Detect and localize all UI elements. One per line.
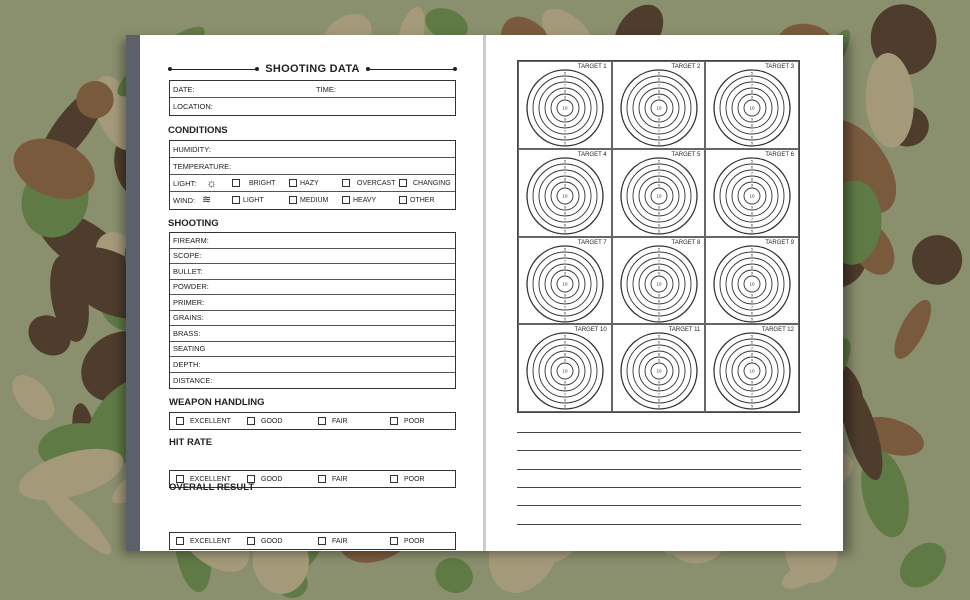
rating-option[interactable] <box>176 537 231 545</box>
ring-number: 8 <box>563 351 567 357</box>
field-label: FIREARM: <box>173 235 209 245</box>
temperature-row[interactable] <box>170 158 455 175</box>
ring-number: 8 <box>657 385 660 391</box>
field-label: DEPTH: <box>173 359 201 369</box>
rating-option[interactable] <box>390 417 425 425</box>
ring-number: 9 <box>563 270 567 275</box>
note-line[interactable] <box>517 505 801 506</box>
field-label: GRAINS: <box>173 313 204 323</box>
target-icon <box>525 151 607 237</box>
ring-number: 8 <box>751 88 754 94</box>
ring-number: 7 <box>563 258 567 263</box>
target-label: TARGET 3 <box>765 64 794 70</box>
ring-number: 8 <box>563 298 567 303</box>
target-icon <box>712 151 794 237</box>
field-label: BRASS: <box>173 328 201 338</box>
ring-number: 6 <box>563 164 567 170</box>
ring-number: 6 <box>657 76 660 82</box>
field-label: SCOPE: <box>173 251 202 261</box>
ring-number: 8 <box>751 351 754 357</box>
checkbox[interactable] <box>289 179 297 187</box>
bullseye-number: 10 <box>749 105 755 111</box>
option-label: HEAVY <box>353 196 377 204</box>
wind-heavy[interactable] <box>342 196 376 204</box>
option-label: GOOD <box>261 417 283 425</box>
option-label: EXCELLENT <box>190 537 231 545</box>
ring-number: 5 <box>563 333 567 339</box>
ring-number: 7 <box>563 128 567 134</box>
ring-number: 7 <box>751 128 754 134</box>
ring-number: 5 <box>751 316 754 321</box>
checkbox[interactable] <box>342 179 350 187</box>
shooting-field-row[interactable] <box>170 249 455 265</box>
overall-result-heading: OVERALL RESULT <box>169 482 255 493</box>
ring-number: 7 <box>563 391 567 397</box>
ring-number: 7 <box>657 128 660 134</box>
ring-number: 6 <box>563 339 567 345</box>
option-label: OTHER <box>410 196 435 204</box>
option-label: POOR <box>404 475 425 483</box>
ring-number: 9 <box>751 204 754 210</box>
shooting-field-row[interactable] <box>170 233 455 249</box>
ring-number: 8 <box>657 176 660 182</box>
field-label: SEATING <box>173 344 206 354</box>
ring-number: 5 <box>563 246 567 251</box>
option-label: OVERCAST <box>357 179 396 187</box>
ring-number: 8 <box>751 122 754 128</box>
bullseye-number: 10 <box>656 368 662 374</box>
date-row[interactable] <box>170 81 455 98</box>
bullseye-number: 10 <box>562 105 568 111</box>
target-label: TARGET 7 <box>577 239 607 246</box>
light-hazy[interactable] <box>289 179 319 187</box>
note-line[interactable] <box>517 450 801 451</box>
option-label: POOR <box>404 417 425 425</box>
target-label: TARGET 9 <box>765 239 794 246</box>
target-label: TARGET 6 <box>765 151 794 158</box>
ring-number: 9 <box>751 357 754 363</box>
target-cell[interactable] <box>518 324 612 412</box>
ring-number: 6 <box>751 164 754 170</box>
ring-number: 9 <box>563 379 567 385</box>
ring-number: 6 <box>751 252 754 257</box>
ring-number: 9 <box>751 94 754 100</box>
wind-light[interactable] <box>232 196 264 204</box>
checkbox[interactable] <box>232 179 240 187</box>
ring-number: 5 <box>751 158 754 164</box>
wind-medium[interactable] <box>289 196 328 204</box>
ring-number: 5 <box>563 70 567 76</box>
checkbox[interactable] <box>247 537 255 545</box>
target-icon <box>619 239 701 325</box>
shooting-heading: SHOOTING <box>168 218 219 229</box>
rating-option[interactable] <box>390 537 425 545</box>
checkbox[interactable] <box>390 417 398 425</box>
ring-number: 7 <box>563 304 567 309</box>
ring-number: 8 <box>563 210 567 216</box>
conditions-heading: CONDITIONS <box>168 125 228 136</box>
ring-number: 6 <box>563 310 567 315</box>
ring-number: 7 <box>563 82 567 88</box>
light-row <box>170 175 455 192</box>
page-title: SHOOTING DATA <box>265 63 360 75</box>
ring-number: 9 <box>657 379 660 385</box>
option-label: FAIR <box>332 537 348 545</box>
option-label: LIGHT <box>243 196 264 204</box>
divider <box>168 69 259 70</box>
option-label: GOOD <box>261 475 283 483</box>
checkbox[interactable] <box>399 179 407 187</box>
checkbox[interactable] <box>247 417 255 425</box>
ring-number: 9 <box>751 379 754 385</box>
ring-number: 8 <box>751 298 754 303</box>
checkbox[interactable] <box>342 196 350 204</box>
target-cell[interactable] <box>612 237 706 325</box>
ring-number: 6 <box>751 134 754 140</box>
note-line[interactable] <box>517 432 801 433</box>
right-page <box>486 35 843 551</box>
target-cell[interactable] <box>612 324 706 412</box>
wind-label: WIND: <box>173 196 196 205</box>
target-icon <box>712 66 794 149</box>
ring-number: 6 <box>563 76 567 82</box>
ring-number: 9 <box>563 94 567 100</box>
option-label: POOR <box>404 537 425 545</box>
rating-option[interactable] <box>247 417 282 425</box>
bullseye-number: 10 <box>656 105 662 111</box>
ring-number: 9 <box>751 116 754 122</box>
option-label: GOOD <box>261 537 283 545</box>
target-icon <box>712 239 794 325</box>
target-label: TARGET 2 <box>671 64 701 70</box>
bullseye-number: 10 <box>749 193 755 199</box>
ring-number: 9 <box>563 357 567 363</box>
ring-number: 5 <box>751 333 754 339</box>
checkbox[interactable] <box>176 537 184 545</box>
target-cell[interactable] <box>518 149 612 237</box>
ring-number: 7 <box>751 216 754 222</box>
target-label: TARGET 1 <box>577 64 607 70</box>
ring-number: 8 <box>657 210 660 216</box>
target-cell[interactable] <box>705 324 799 412</box>
target-icon <box>525 329 607 412</box>
ring-number: 9 <box>657 182 660 188</box>
shooting-field-row[interactable] <box>170 264 455 280</box>
location-label: LOCATION: <box>173 102 213 111</box>
weapon-handling-options <box>169 412 456 430</box>
target-label: TARGET 12 <box>761 327 794 334</box>
ring-number: 5 <box>751 140 754 146</box>
shooting-box <box>169 232 456 389</box>
shooting-field-row[interactable] <box>170 357 455 373</box>
ring-number: 9 <box>657 270 660 275</box>
distance-row[interactable] <box>170 373 455 389</box>
target-icon <box>619 66 701 149</box>
target-cell[interactable] <box>705 237 799 325</box>
target-cell[interactable] <box>612 61 706 149</box>
option-label: EXCELLENT <box>190 475 231 483</box>
ring-number: 6 <box>751 222 754 228</box>
option-label: HAZY <box>300 179 319 187</box>
overall-result-options <box>169 532 456 550</box>
bullseye-number: 10 <box>562 193 568 199</box>
option-label: CHANGING <box>413 179 451 187</box>
left-page <box>140 35 483 551</box>
ring-number: 6 <box>657 310 660 315</box>
ring-number: 5 <box>657 158 660 164</box>
ring-number: 5 <box>657 228 660 234</box>
note-line[interactable] <box>517 487 801 488</box>
note-line[interactable] <box>517 524 801 525</box>
ring-number: 9 <box>657 292 660 297</box>
ring-number: 7 <box>563 216 567 222</box>
ring-number: 5 <box>751 403 754 409</box>
light-bright[interactable] <box>232 179 275 187</box>
target-cell[interactable] <box>518 237 612 325</box>
target-icon <box>525 66 607 149</box>
checkbox[interactable] <box>318 417 326 425</box>
checkbox[interactable] <box>289 196 297 204</box>
ring-number: 6 <box>563 222 567 228</box>
ring-number: 8 <box>563 385 567 391</box>
ring-number: 7 <box>657 170 660 176</box>
target-icon <box>712 329 794 412</box>
ring-number: 9 <box>657 116 660 122</box>
ring-number: 8 <box>563 264 567 269</box>
shooting-field-row[interactable] <box>170 342 455 358</box>
ring-number: 6 <box>563 252 567 257</box>
ring-number: 8 <box>751 210 754 216</box>
ring-number: 5 <box>751 246 754 251</box>
ring-number: 5 <box>657 140 660 146</box>
option-label: FAIR <box>332 417 348 425</box>
rating-option[interactable] <box>390 475 425 483</box>
ring-number: 7 <box>751 345 754 351</box>
wind-other[interactable] <box>399 196 435 204</box>
ring-number: 9 <box>751 270 754 275</box>
ring-number: 7 <box>563 170 567 176</box>
bullseye-number: 10 <box>656 281 662 286</box>
ring-number: 7 <box>657 216 660 222</box>
humidity-row[interactable] <box>170 141 455 158</box>
rating-option[interactable] <box>318 475 348 483</box>
target-icon <box>525 239 607 325</box>
title-row <box>168 62 457 76</box>
checkbox[interactable] <box>390 475 398 483</box>
ring-number: 8 <box>751 176 754 182</box>
target-cell[interactable] <box>705 149 799 237</box>
target-label: TARGET 5 <box>671 151 701 158</box>
bullseye-number: 10 <box>749 368 755 374</box>
ring-number: 9 <box>563 204 567 210</box>
ring-number: 6 <box>563 397 567 403</box>
checkbox[interactable] <box>318 475 326 483</box>
ring-number: 8 <box>751 264 754 269</box>
light-label: LIGHT: <box>173 178 197 188</box>
ring-number: 8 <box>657 122 660 128</box>
ring-number: 7 <box>657 345 660 351</box>
ring-number: 6 <box>657 397 660 403</box>
ring-number: 5 <box>657 316 660 321</box>
ring-number: 9 <box>657 357 660 363</box>
ring-number: 7 <box>657 304 660 309</box>
distance-label: DISTANCE: <box>173 375 213 385</box>
weapon-handling-heading: WEAPON HANDLING <box>169 397 265 408</box>
ring-number: 5 <box>563 403 567 409</box>
ring-number: 9 <box>657 204 660 210</box>
time-label: TIME: <box>316 84 336 94</box>
bullseye-number: 10 <box>562 368 568 374</box>
ring-number: 5 <box>563 228 567 234</box>
ring-number: 5 <box>657 246 660 251</box>
ring-number: 5 <box>563 316 567 321</box>
checkbox[interactable] <box>232 196 240 204</box>
ring-number: 6 <box>657 252 660 257</box>
ring-number: 7 <box>657 391 660 397</box>
ring-number: 6 <box>751 310 754 315</box>
ring-number: 5 <box>751 70 754 76</box>
location-row[interactable] <box>170 98 455 115</box>
ring-number: 7 <box>751 82 754 88</box>
ring-number: 5 <box>657 70 660 76</box>
target-icon <box>619 329 701 412</box>
option-label: BRIGHT <box>249 179 276 187</box>
ring-number: 8 <box>563 176 567 182</box>
bullseye-number: 10 <box>749 281 755 286</box>
option-label: MEDIUM <box>300 196 329 204</box>
checkbox[interactable] <box>390 537 398 545</box>
target-cell[interactable] <box>612 149 706 237</box>
shooting-field-row[interactable] <box>170 280 455 296</box>
ring-number: 8 <box>751 385 754 391</box>
ring-number: 7 <box>751 258 754 263</box>
target-label: TARGET 11 <box>668 327 701 334</box>
date-label: DATE: <box>173 84 195 94</box>
ring-number: 5 <box>563 140 567 146</box>
ring-number: 7 <box>751 391 754 397</box>
checkbox[interactable] <box>176 417 184 425</box>
ring-number: 7 <box>657 82 660 88</box>
field-label: PRIMER: <box>173 297 205 307</box>
ring-number: 6 <box>657 222 660 228</box>
ring-number: 5 <box>563 158 567 164</box>
ring-number: 9 <box>563 292 567 297</box>
ring-number: 7 <box>657 258 660 263</box>
bullseye-number: 10 <box>656 193 662 199</box>
option-label: EXCELLENT <box>190 417 231 425</box>
ring-number: 9 <box>563 182 567 188</box>
wind-row <box>170 192 455 209</box>
target-icon <box>619 151 701 237</box>
ring-number: 6 <box>657 134 660 140</box>
ring-number: 8 <box>657 351 660 357</box>
ring-number: 9 <box>751 182 754 188</box>
divider <box>366 69 457 70</box>
target-cell[interactable] <box>518 61 612 149</box>
field-label: POWDER: <box>173 282 209 292</box>
shooting-field-row[interactable] <box>170 311 455 327</box>
target-cell[interactable] <box>705 61 799 149</box>
ring-number: 6 <box>657 164 660 170</box>
ring-number: 8 <box>563 122 567 128</box>
ring-number: 7 <box>751 304 754 309</box>
target-label: TARGET 4 <box>577 151 607 158</box>
ring-number: 8 <box>563 88 567 94</box>
hit-rate-heading: HIT RATE <box>169 437 213 448</box>
conditions-box <box>169 140 456 210</box>
target-label: TARGET 8 <box>671 239 701 246</box>
shooting-field-row[interactable] <box>170 295 455 311</box>
target-grid <box>517 60 800 413</box>
rating-option[interactable] <box>247 537 282 545</box>
checkbox[interactable] <box>318 537 326 545</box>
ring-number: 5 <box>657 403 660 409</box>
shooting-field-row[interactable] <box>170 326 455 342</box>
ring-number: 5 <box>657 333 660 339</box>
target-label: TARGET 10 <box>574 327 607 334</box>
rating-option[interactable] <box>318 537 348 545</box>
ring-number: 6 <box>657 339 660 345</box>
bullseye-number: 10 <box>562 281 568 286</box>
humidity-label: HUMIDITY: <box>173 144 211 154</box>
wind-icon: ≋ <box>202 194 212 206</box>
rating-option[interactable] <box>176 417 231 425</box>
ring-number: 6 <box>751 76 754 82</box>
temperature-label: TEMPERATURE: <box>173 161 232 171</box>
light-changing[interactable] <box>399 179 451 187</box>
checkbox[interactable] <box>399 196 407 204</box>
ring-number: 7 <box>751 170 754 176</box>
ring-number: 7 <box>563 345 567 351</box>
ring-number: 9 <box>563 116 567 122</box>
note-line[interactable] <box>517 469 801 470</box>
ring-number: 5 <box>751 228 754 234</box>
ring-number: 8 <box>657 264 660 269</box>
ring-number: 6 <box>751 339 754 345</box>
ring-number: 6 <box>563 134 567 140</box>
ring-number: 9 <box>751 292 754 297</box>
ring-number: 8 <box>657 298 660 303</box>
ring-number: 6 <box>751 397 754 403</box>
field-label: BULLET: <box>173 266 203 276</box>
ring-number: 9 <box>657 94 660 100</box>
date-location-box <box>169 80 456 116</box>
light-overcast[interactable] <box>342 179 396 187</box>
ring-number: 8 <box>657 88 660 94</box>
rating-option[interactable] <box>318 417 348 425</box>
option-label: FAIR <box>332 475 348 483</box>
sun-icon: ☼ <box>206 176 217 190</box>
